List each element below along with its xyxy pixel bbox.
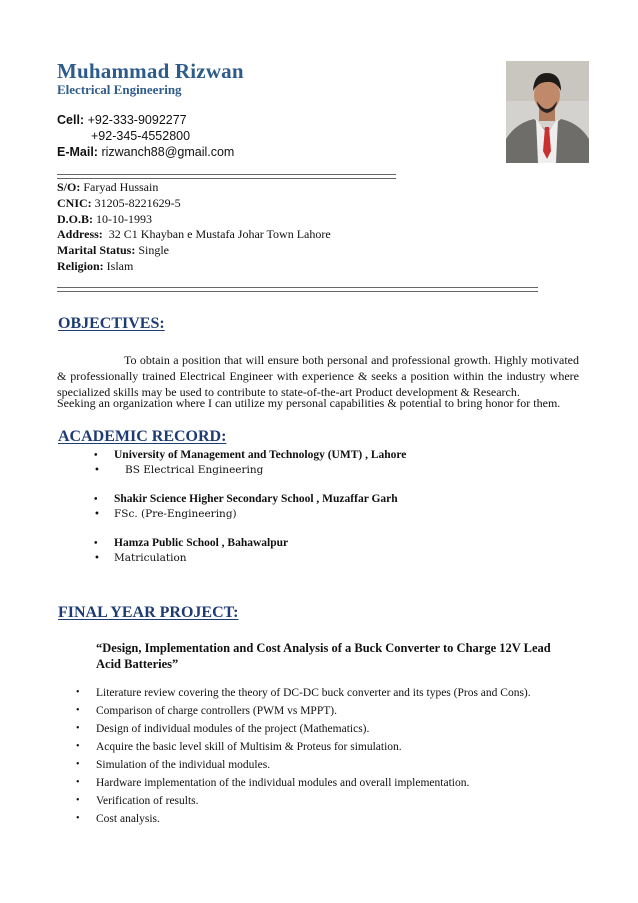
project-task: • Design of individual modules of the project (Mathematics). <box>76 723 370 735</box>
project-task: • Hardware implementation of the individual modules and overall implementation. <box>76 777 470 789</box>
cell-number-1: +92-333-9092277 <box>87 113 187 127</box>
cell-number-2: +92-345-4552800 <box>91 129 191 143</box>
academic-institution: • Shakir Science Higher Secondary School , Muzaffar Garh <box>94 493 398 505</box>
project-task: • Acquire the basic level skill of Multisim & Proteus for simulation. <box>76 741 402 753</box>
candidate-name: Muhammad Rizwan <box>57 59 244 83</box>
project-task: • Cost analysis. <box>76 813 160 825</box>
project-title: “Design, Implementation and Cost Analysis of a Buck Converter to Charge 12V Lead Acid Batteries” <box>96 641 551 671</box>
department: Electrical Engineering <box>57 82 182 97</box>
profile-photo <box>506 61 589 163</box>
academic-degree: • Matriculation <box>94 552 187 564</box>
project-task: • Literature review covering the theory of DC-DC buck converter and its types (Pros and Cons). <box>76 687 531 699</box>
email-line <box>57 145 234 159</box>
objectives-text-2: Seeking an organization where I can utilize my personal capabilities & potential to bring honor for them. <box>57 396 561 410</box>
project-task: • Simulation of the individual modules. <box>76 759 271 771</box>
objectives-heading: OBJECTIVES: <box>58 315 165 332</box>
academic-institution: • University of Management and Technology (UMT) , Lahore <box>94 449 407 461</box>
project-heading: FINAL YEAR PROJECT: <box>58 604 239 621</box>
objectives-text: To obtain a position that will ensure both personal and professional growth. Highly motivated & professionally trained Electrical Engineer with experience & seeks a position within the industry where specialized skills may be used to contribute to state-of-the-art Product development & Research. <box>57 353 579 399</box>
academic-degree: • BS Electrical Engineering <box>94 464 264 476</box>
project-task: • Comparison of charge controllers (PWM vs MPPT). <box>76 705 337 717</box>
address-row: Address: 32 C1 Khayban e Mustafa Johar Town Lahore <box>57 227 331 242</box>
marital-status-row: Marital Status: Single <box>57 243 169 258</box>
academic-institution: • Hamza Public School , Bahawalpur <box>94 537 289 549</box>
cell-label: Cell: <box>57 113 85 127</box>
academic-list <box>94 448 407 566</box>
father-name-row: S/O: Faryad Hussain <box>57 180 159 194</box>
info-divider <box>57 287 538 292</box>
project-task: • Verification of results. <box>76 795 199 807</box>
project-task-list <box>76 684 531 828</box>
academic-degree: • FSc. (Pre-Engineering) <box>94 508 237 520</box>
header-divider <box>57 174 396 179</box>
religion-row: Religion: Islam <box>57 258 134 273</box>
personal-info <box>57 180 331 275</box>
email-address: rizwanch88@gmail.com <box>101 145 235 159</box>
academic-heading: ACADEMIC RECORD: <box>58 428 227 445</box>
email-label: E-Mail: <box>57 145 98 159</box>
cell-line-1 <box>57 113 187 127</box>
dob-row: D.O.B: 10-10-1993 <box>57 211 152 226</box>
cnic-row: CNIC: 31205-8221629-5 <box>57 195 181 210</box>
